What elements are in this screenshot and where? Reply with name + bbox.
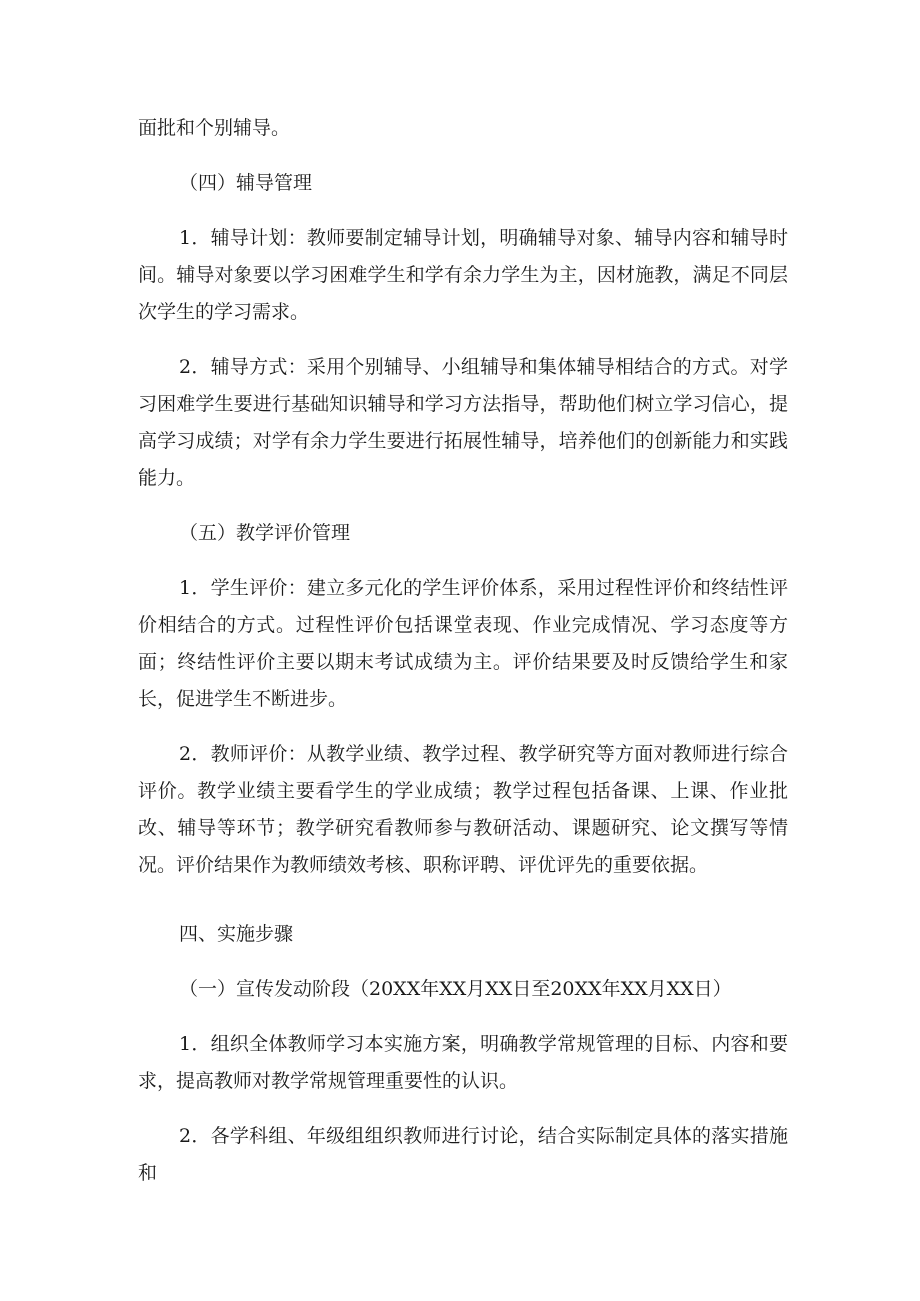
paragraph-step-1: 1．组织全体教师学习本实施方案，明确教学常规管理的目标、内容和要求，提高教师对教学常规管理重要性的认识。 xyxy=(138,1033,788,1092)
heading-evaluation-management: （五）教学评价管理 xyxy=(179,522,351,544)
paragraph-tutoring-method: 2．辅导方式：采用个别辅导、小组辅导和集体辅导相结合的方式。对学习困难学生要进行基础知识辅导和学习方法指导，帮助他们树立学习信心，提高学习成绩；对学有余力学生要进行拓展性辅导，培养他们的创新能力和实践能力。 xyxy=(138,356,788,489)
heading-publicity-stage: （一）宣传发动阶段（20XX年XX月XX日至20XX年XX月XX日） xyxy=(179,978,732,1000)
paragraph-tutoring-plan: 1．辅导计划：教师要制定辅导计划，明确辅导对象、辅导内容和辅导时间。辅导对象要以学习困难学生和学有余力学生为主，因材施教，满足不同层次学生的学习需求。 xyxy=(138,227,788,323)
paragraph-teacher-evaluation: 2．教师评价：从教学业绩、教学过程、教学研究等方面对教师进行综合评价。教学业绩主要看学生的学业成绩；教学过程包括备课、上课、作业批改、辅导等环节；教学研究看教师参与教研活动、课题研究、论文撰写等情况。评价结果作为教师绩效考核、职称评聘、评优评先的重要依据。 xyxy=(138,743,788,876)
document-page xyxy=(138,110,788,1192)
paragraph-continuation: 面批和个别辅导。 xyxy=(138,117,291,139)
heading-tutoring-management: （四）辅导管理 xyxy=(179,172,313,194)
paragraph-student-evaluation: 1．学生评价：建立多元化的学生评价体系，采用过程性评价和终结性评价相结合的方式。过程性评价包括课堂表现、作业完成情况、学习态度等方面；终结性评价主要以期末考试成绩为主。评价结果要及时反馈给学生和家长，促进学生不断进步。 xyxy=(138,577,788,710)
heading-implementation-steps: 四、实施步骤 xyxy=(179,923,294,945)
paragraph-step-2: 2．各学科组、年级组组织教师进行讨论，结合实际制定具体的落实措施和 xyxy=(138,1125,788,1184)
